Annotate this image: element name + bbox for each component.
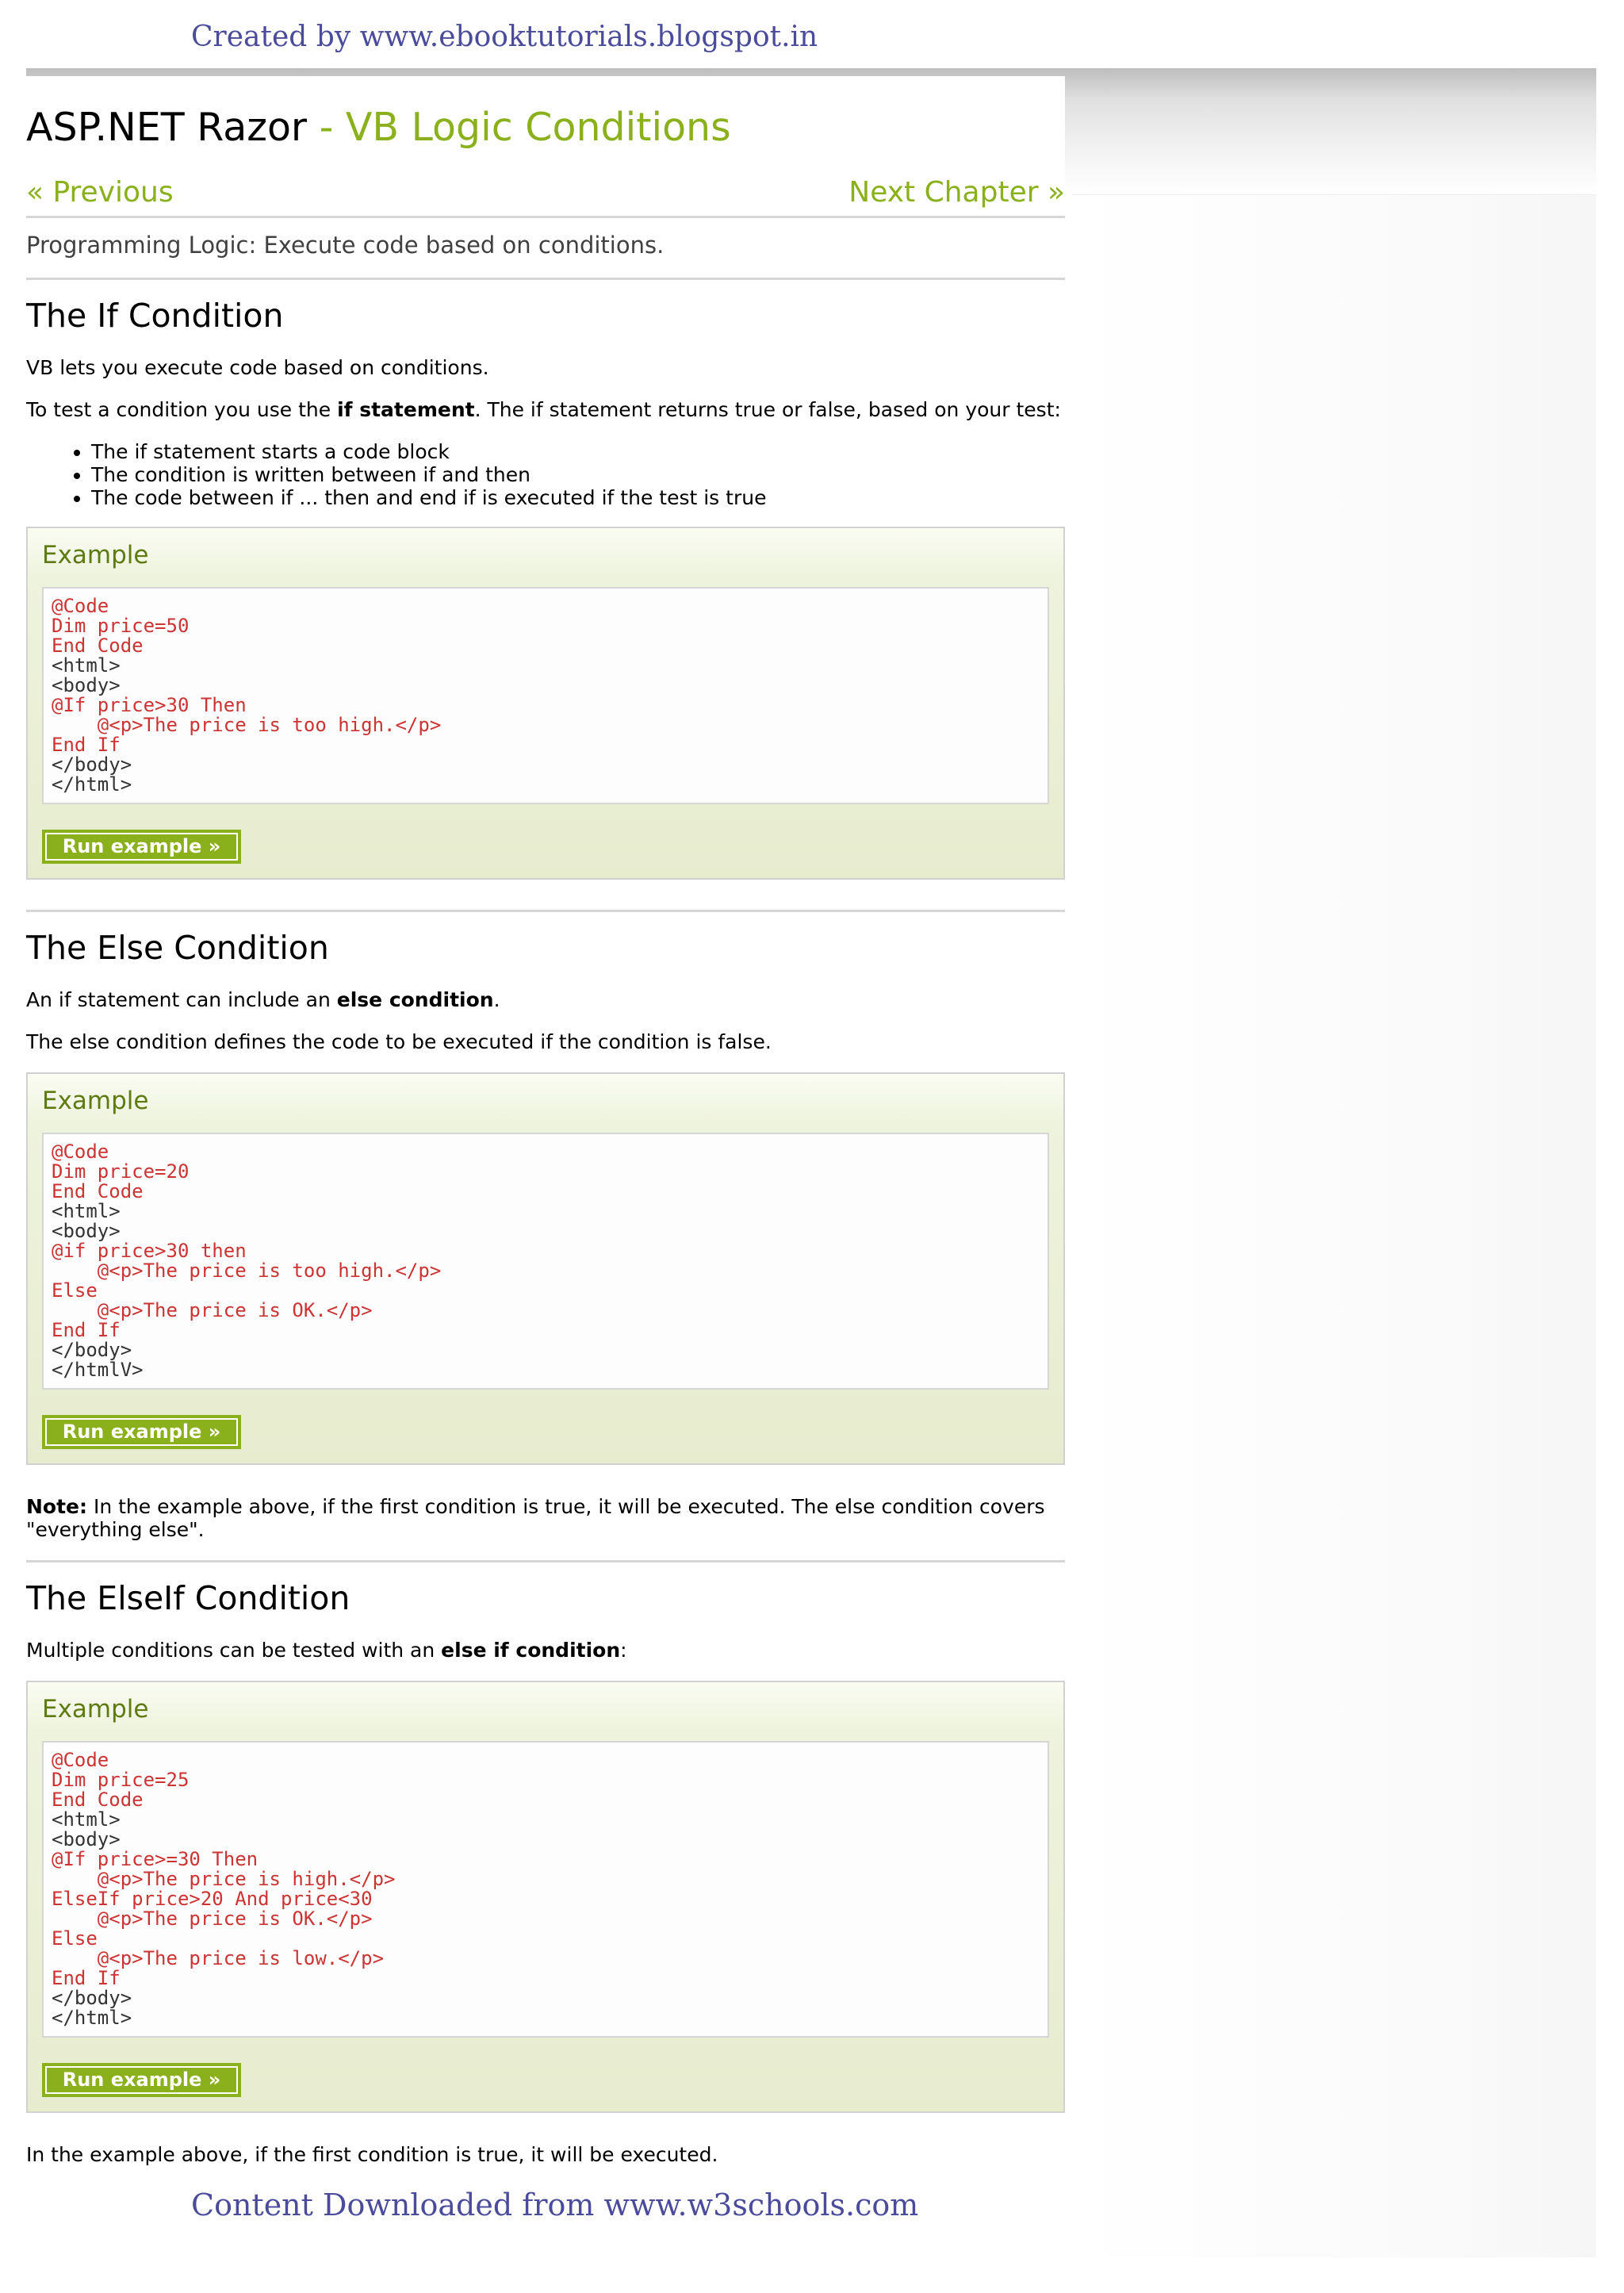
run-example-button[interactable]: Run example » [42,830,241,864]
code-line: End If [52,1319,121,1341]
page-title-sub: - VB Logic Conditions [307,105,731,150]
code-line: ElseIf price>20 And price<30 [52,1888,373,1910]
code-line: <body> [52,1220,121,1242]
example-title: Example [42,1087,149,1115]
next-chapter-link[interactable]: Next Chapter » [848,175,1065,209]
section-heading-if: The If Condition [26,297,284,335]
code-block [42,587,1049,804]
if-paragraph-2 [26,398,1065,421]
page-title-main: ASP.NET Razor [26,105,308,150]
section-else-condition [26,928,1065,1541]
section-heading-else: The Else Condition [26,929,329,967]
list-item: • The condition is written between if and then [91,463,1065,486]
code-line: </html> [52,2007,132,2029]
header-banner: Created by www.ebooktutorials.blogspot.in [191,21,818,53]
else-p1-bold: else condition [336,988,494,1011]
code-line: </htmlV> [52,1359,144,1381]
code-line: @<p>The price is high.</p> [52,1868,396,1890]
code-line: End Code [52,1789,144,1811]
list-item: • The if statement starts a code block [91,440,1065,463]
else-note [26,1495,1065,1541]
intro-text: Programming Logic: Execute code based on conditions. [26,218,1065,280]
footer-banner: Content Downloaded from www.w3schools.com [191,2188,919,2222]
right-side-background [1072,195,1596,2257]
code-line: </body> [52,753,132,776]
example-box-else [26,1072,1065,1465]
example-title: Example [42,541,149,569]
code-line: <html> [52,654,121,677]
else-p1-after: . [493,988,500,1011]
elseif-paragraph-1 [26,1639,1065,1662]
code-line: </html> [52,773,132,796]
section-heading-elseif: The ElseIf Condition [26,1579,350,1617]
if-p2-bold: if statement [337,398,475,421]
if-p2-after: . The if statement returns true or false, based on your test: [474,398,1061,421]
code-block [42,1133,1049,1390]
page-title [26,105,1065,151]
if-p2-before: To test a condition you use the [26,398,338,421]
code-line: <body> [52,1828,121,1850]
code-line: @If price>30 Then [52,694,247,716]
code-line: <html> [52,1808,121,1831]
code-line: Dim price=20 [52,1160,190,1183]
code-line: @Code [52,1141,109,1163]
code-line: Else [52,1279,98,1302]
main-content [26,76,1065,2185]
elseif-p1-before: Multiple conditions can be tested with an [26,1639,442,1662]
code-line: @Code [52,1749,109,1771]
example-box-elseif [26,1681,1065,2113]
code-line: Dim price=25 [52,1769,190,1791]
run-example-button[interactable]: Run example » [42,2063,241,2097]
else-p1-before: An if statement can include an [26,988,337,1011]
code-line: </body> [52,1339,132,1361]
example-box-if [26,527,1065,880]
previous-link[interactable]: « Previous [26,175,174,209]
code-line: <body> [52,674,121,696]
elseif-p1-after: : [620,1639,627,1662]
chapter-nav [26,170,1065,218]
else-paragraph-1 [26,988,1065,1011]
code-line: @<p>The price is low.</p> [52,1947,385,1969]
code-line: End Code [52,635,144,657]
code-line: @if price>30 then [52,1240,247,1262]
elseif-p1-bold: else if condition [441,1639,621,1662]
code-line: @<p>The price is too high.</p> [52,1260,442,1282]
section-elseif-condition [26,1578,1065,2166]
code-line: End If [52,734,121,756]
else-paragraph-2: The else condition defines the code to be executed if the condition is false. [26,1030,772,1053]
section-if-condition [26,296,1065,880]
list-item: • The code between if ... then and end if is executed if the test is true [91,486,1065,509]
top-band-rule [1072,194,1596,195]
code-line: End If [52,1967,121,1989]
code-line: End Code [52,1180,144,1202]
if-paragraph-1: VB lets you execute code based on conditions. [26,356,489,379]
code-line: @<p>The price is OK.</p> [52,1299,373,1321]
code-line: @Code [52,595,109,617]
code-line: Else [52,1927,98,1950]
code-block [42,1741,1049,2038]
code-line: @If price>=30 Then [52,1848,259,1870]
code-line: </body> [52,1987,132,2009]
elseif-closing: In the example above, if the first condition is true, it will be executed. [26,2143,718,2166]
run-example-button[interactable]: Run example » [42,1415,241,1449]
code-line: Dim price=50 [52,615,190,637]
note-label: Note: [26,1495,88,1518]
code-line: @<p>The price is too high.</p> [52,714,442,736]
example-title: Example [42,1695,149,1724]
if-bullet-list [26,440,1065,509]
code-line: <html> [52,1200,121,1222]
code-line: @<p>The price is OK.</p> [52,1908,373,1930]
section-divider [26,1560,1065,1563]
note-text: In the example above, if the first condition is true, it will be executed. The else condition covers "everything else". [26,1495,1045,1541]
section-divider [26,910,1065,912]
